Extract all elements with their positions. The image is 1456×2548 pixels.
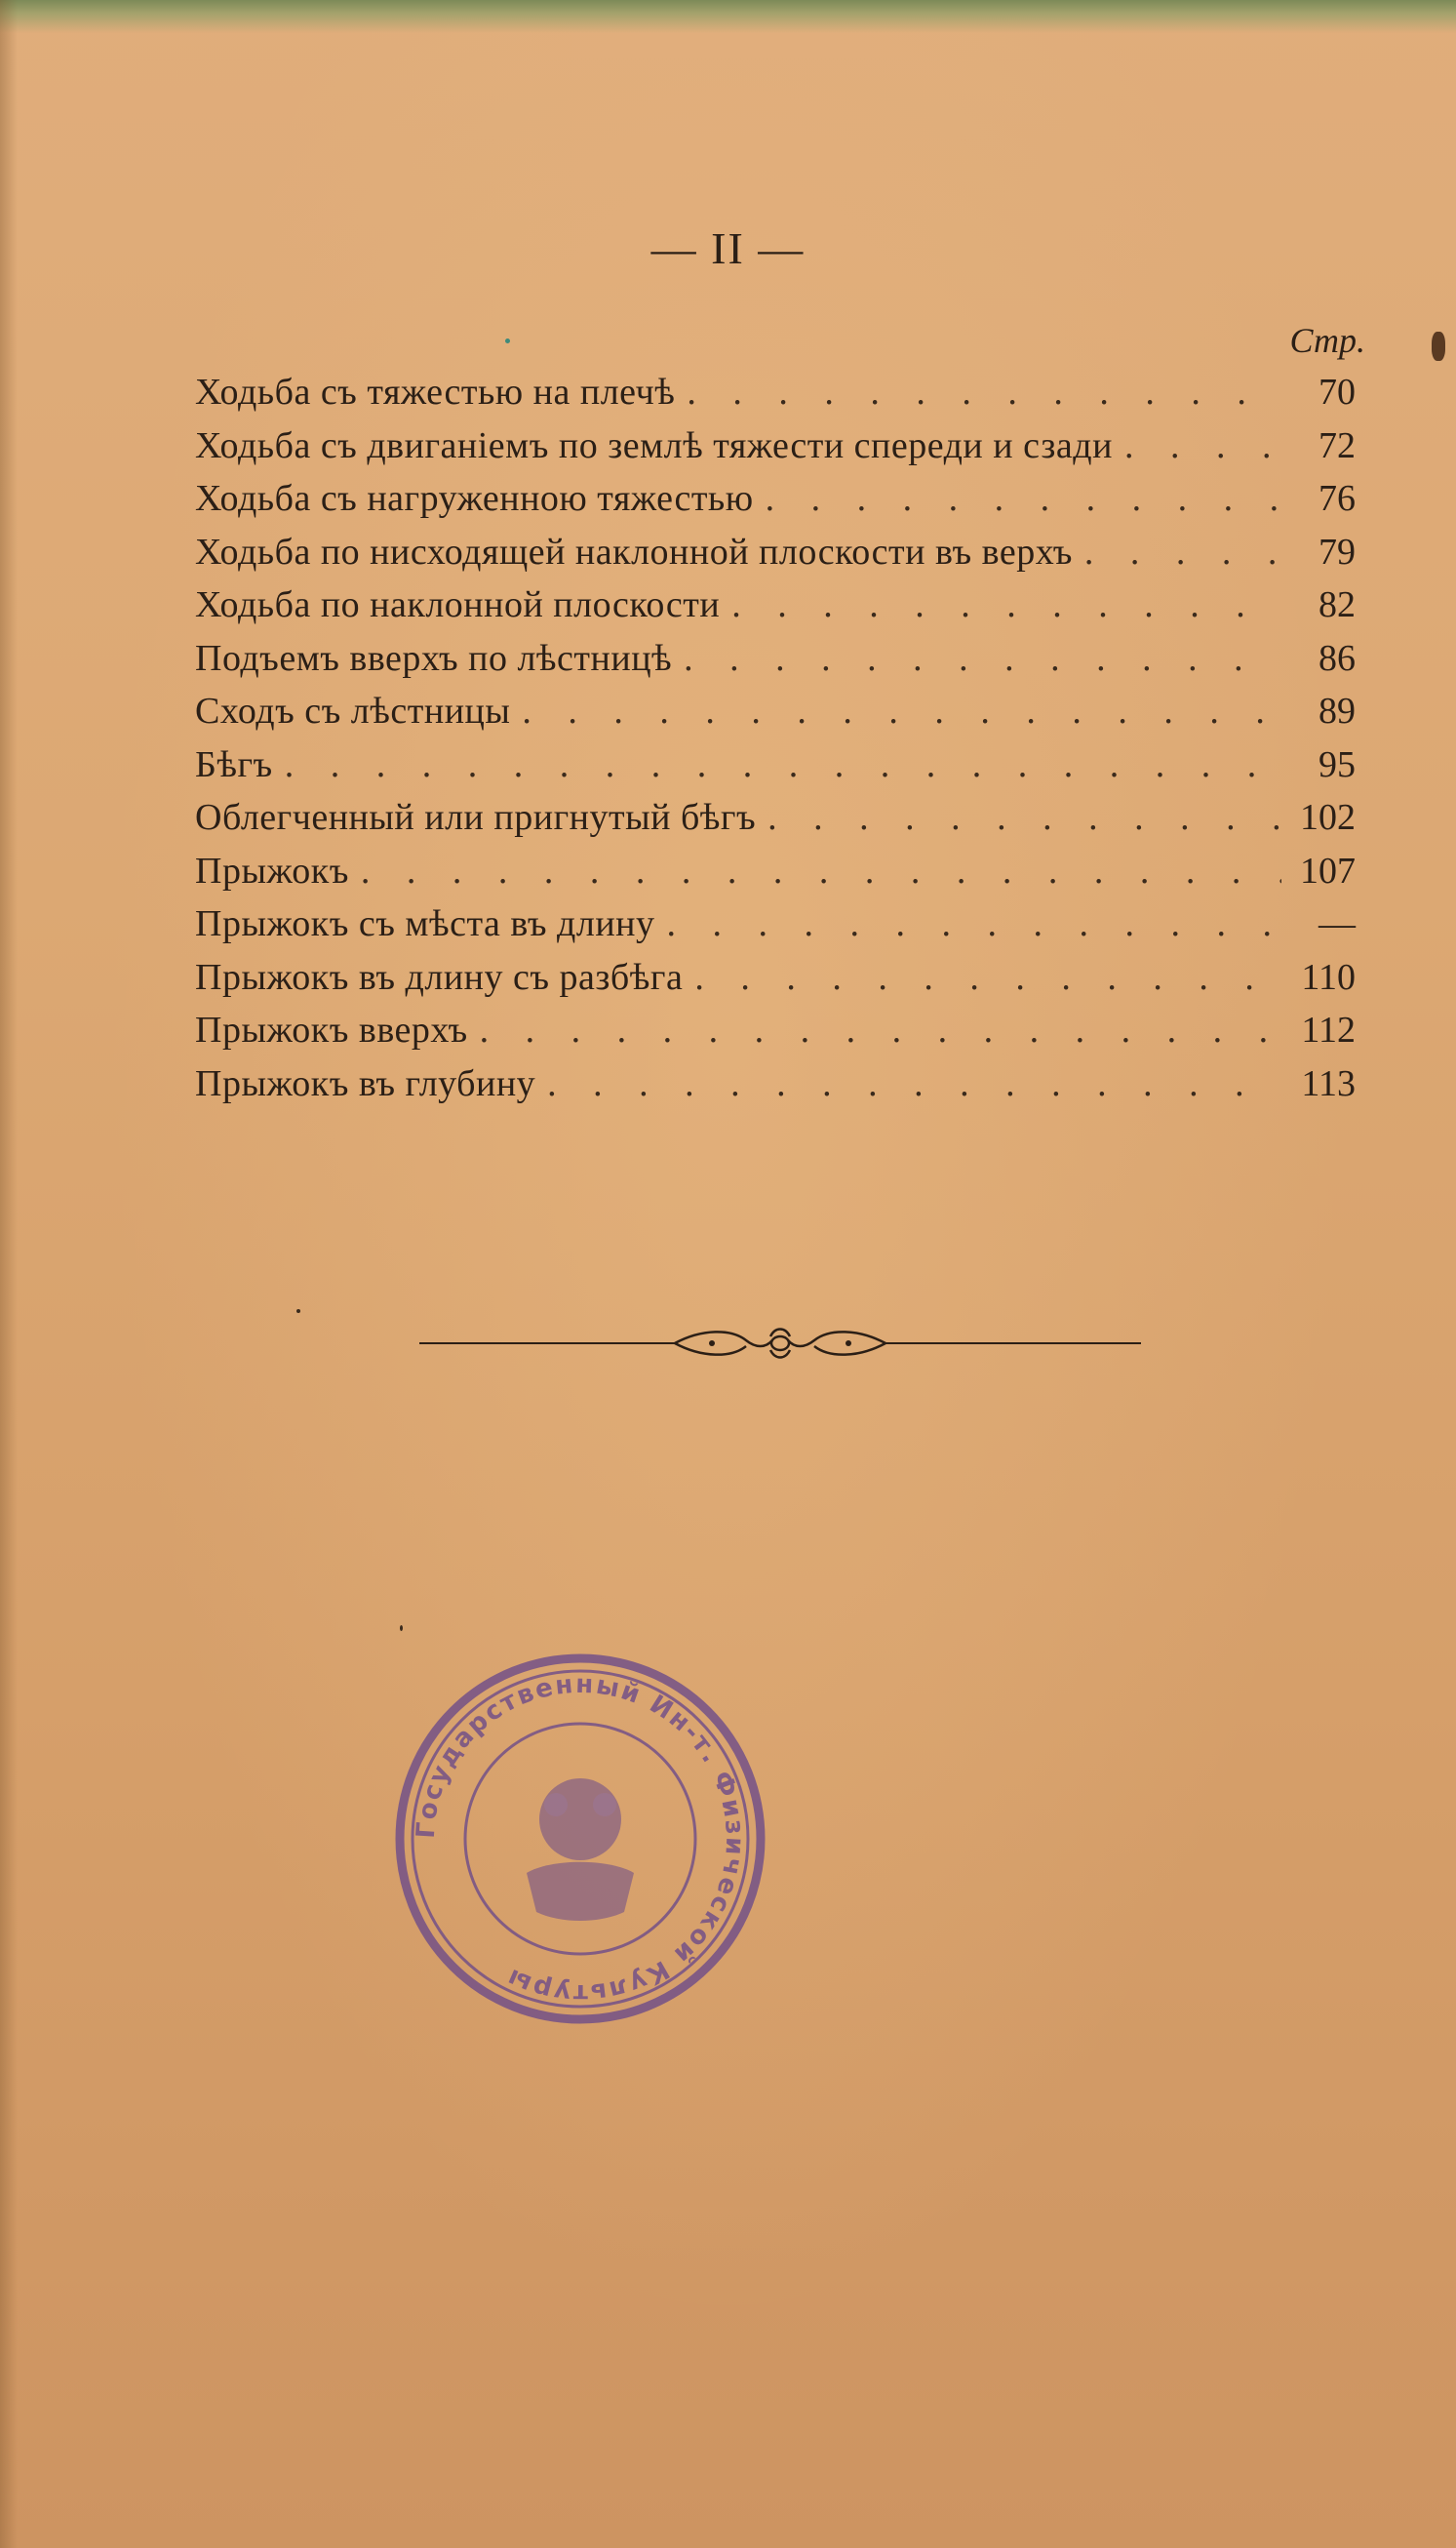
- dot-leader: [468, 1009, 1281, 1052]
- toc-entry-page: 95: [1318, 743, 1356, 785]
- toc-entry-page: 79: [1318, 531, 1356, 573]
- toc-entry-page: 107: [1300, 850, 1356, 892]
- toc-row: [195, 956, 1356, 1010]
- page-column-label: Стр.: [1289, 321, 1365, 360]
- toc-entry-title: Прыжокъ: [195, 850, 349, 892]
- dot-leader: [754, 477, 1281, 520]
- dot-leader: [756, 796, 1281, 839]
- toc-row: [195, 850, 1356, 903]
- dot-leader: [1073, 531, 1281, 574]
- dot-leader: [720, 583, 1281, 626]
- stamp-text: Государственный Ин-т. Физической Культуры: [411, 1669, 750, 2009]
- toc-entry-page: 113: [1301, 1062, 1356, 1104]
- toc-entry-title: Прыжокъ съ мѣста въ длину: [195, 903, 655, 944]
- toc-entry-title: Бѣгъ: [195, 743, 273, 785]
- toc-row: [195, 637, 1356, 691]
- toc-entry-page: 110: [1301, 956, 1356, 998]
- toc-entry-title: Ходьба съ двиганіемъ по землѣ тяжести спереди и сзади: [195, 424, 1113, 466]
- dot-leader: [349, 850, 1281, 893]
- toc-entry-title: Ходьба съ нагруженною тяжестью: [195, 478, 754, 519]
- dot-leader: [273, 743, 1281, 786]
- paper-speck: [505, 338, 510, 343]
- library-stamp: [390, 1649, 770, 2029]
- toc-entry-page: 82: [1318, 584, 1356, 625]
- toc-entry-page: 76: [1318, 478, 1356, 519]
- toc-row: [195, 531, 1356, 584]
- paper-speck: [1432, 332, 1445, 361]
- toc-row: [195, 424, 1356, 478]
- toc-row: [195, 1009, 1356, 1062]
- dot-leader: [672, 637, 1281, 680]
- toc-entry-title: Прыжокъ вверхъ: [195, 1010, 468, 1051]
- toc-entry-page: 89: [1318, 691, 1356, 732]
- toc-entry-page: 72: [1318, 424, 1356, 466]
- toc-entry-page: 112: [1301, 1010, 1356, 1051]
- running-head: — II —: [650, 223, 806, 273]
- toc-entry-title: Прыжокъ въ глубину: [195, 1062, 536, 1104]
- toc-entry-page: 70: [1318, 372, 1356, 413]
- toc-row: [195, 371, 1356, 424]
- toc-row: [195, 743, 1356, 797]
- dot-leader: [655, 902, 1281, 945]
- dot-leader: [535, 1062, 1281, 1105]
- toc-entry-title: Ходьба по наклонной плоскости: [195, 584, 721, 625]
- table-of-contents: [195, 371, 1356, 1115]
- toc-entry-title: Ходьба съ тяжестью на плечѣ: [195, 372, 676, 413]
- toc-row: [195, 1062, 1356, 1116]
- toc-entry-title: Ходьба по нисходящей наклонной плоскости въ верхъ: [195, 531, 1073, 573]
- dot-leader: [683, 956, 1281, 999]
- toc-row: [195, 477, 1356, 531]
- toc-entry-page: 102: [1300, 797, 1356, 838]
- dot-leader: [510, 690, 1281, 733]
- toc-entry-page: 86: [1318, 637, 1356, 679]
- toc-row: [195, 796, 1356, 850]
- ornamental-divider: [419, 1319, 1141, 1368]
- toc-row: [195, 902, 1356, 956]
- toc-entry-title: Сходъ съ лѣстницы: [195, 691, 511, 732]
- paper-speck: [400, 1625, 403, 1631]
- toc-row: [195, 583, 1356, 637]
- toc-entry-page: —: [1318, 903, 1356, 944]
- toc-entry-title: Облегченный или пригнутый бѣгъ: [195, 797, 757, 838]
- toc-entry-title: Подъемъ вверхъ по лѣстницѣ: [195, 637, 673, 679]
- toc-row: [195, 690, 1356, 743]
- dot-leader: [1113, 424, 1281, 467]
- dot-leader: [675, 371, 1281, 414]
- toc-entry-title: Прыжокъ въ длину съ разбѣга: [195, 956, 684, 998]
- paper-speck: [296, 1309, 300, 1313]
